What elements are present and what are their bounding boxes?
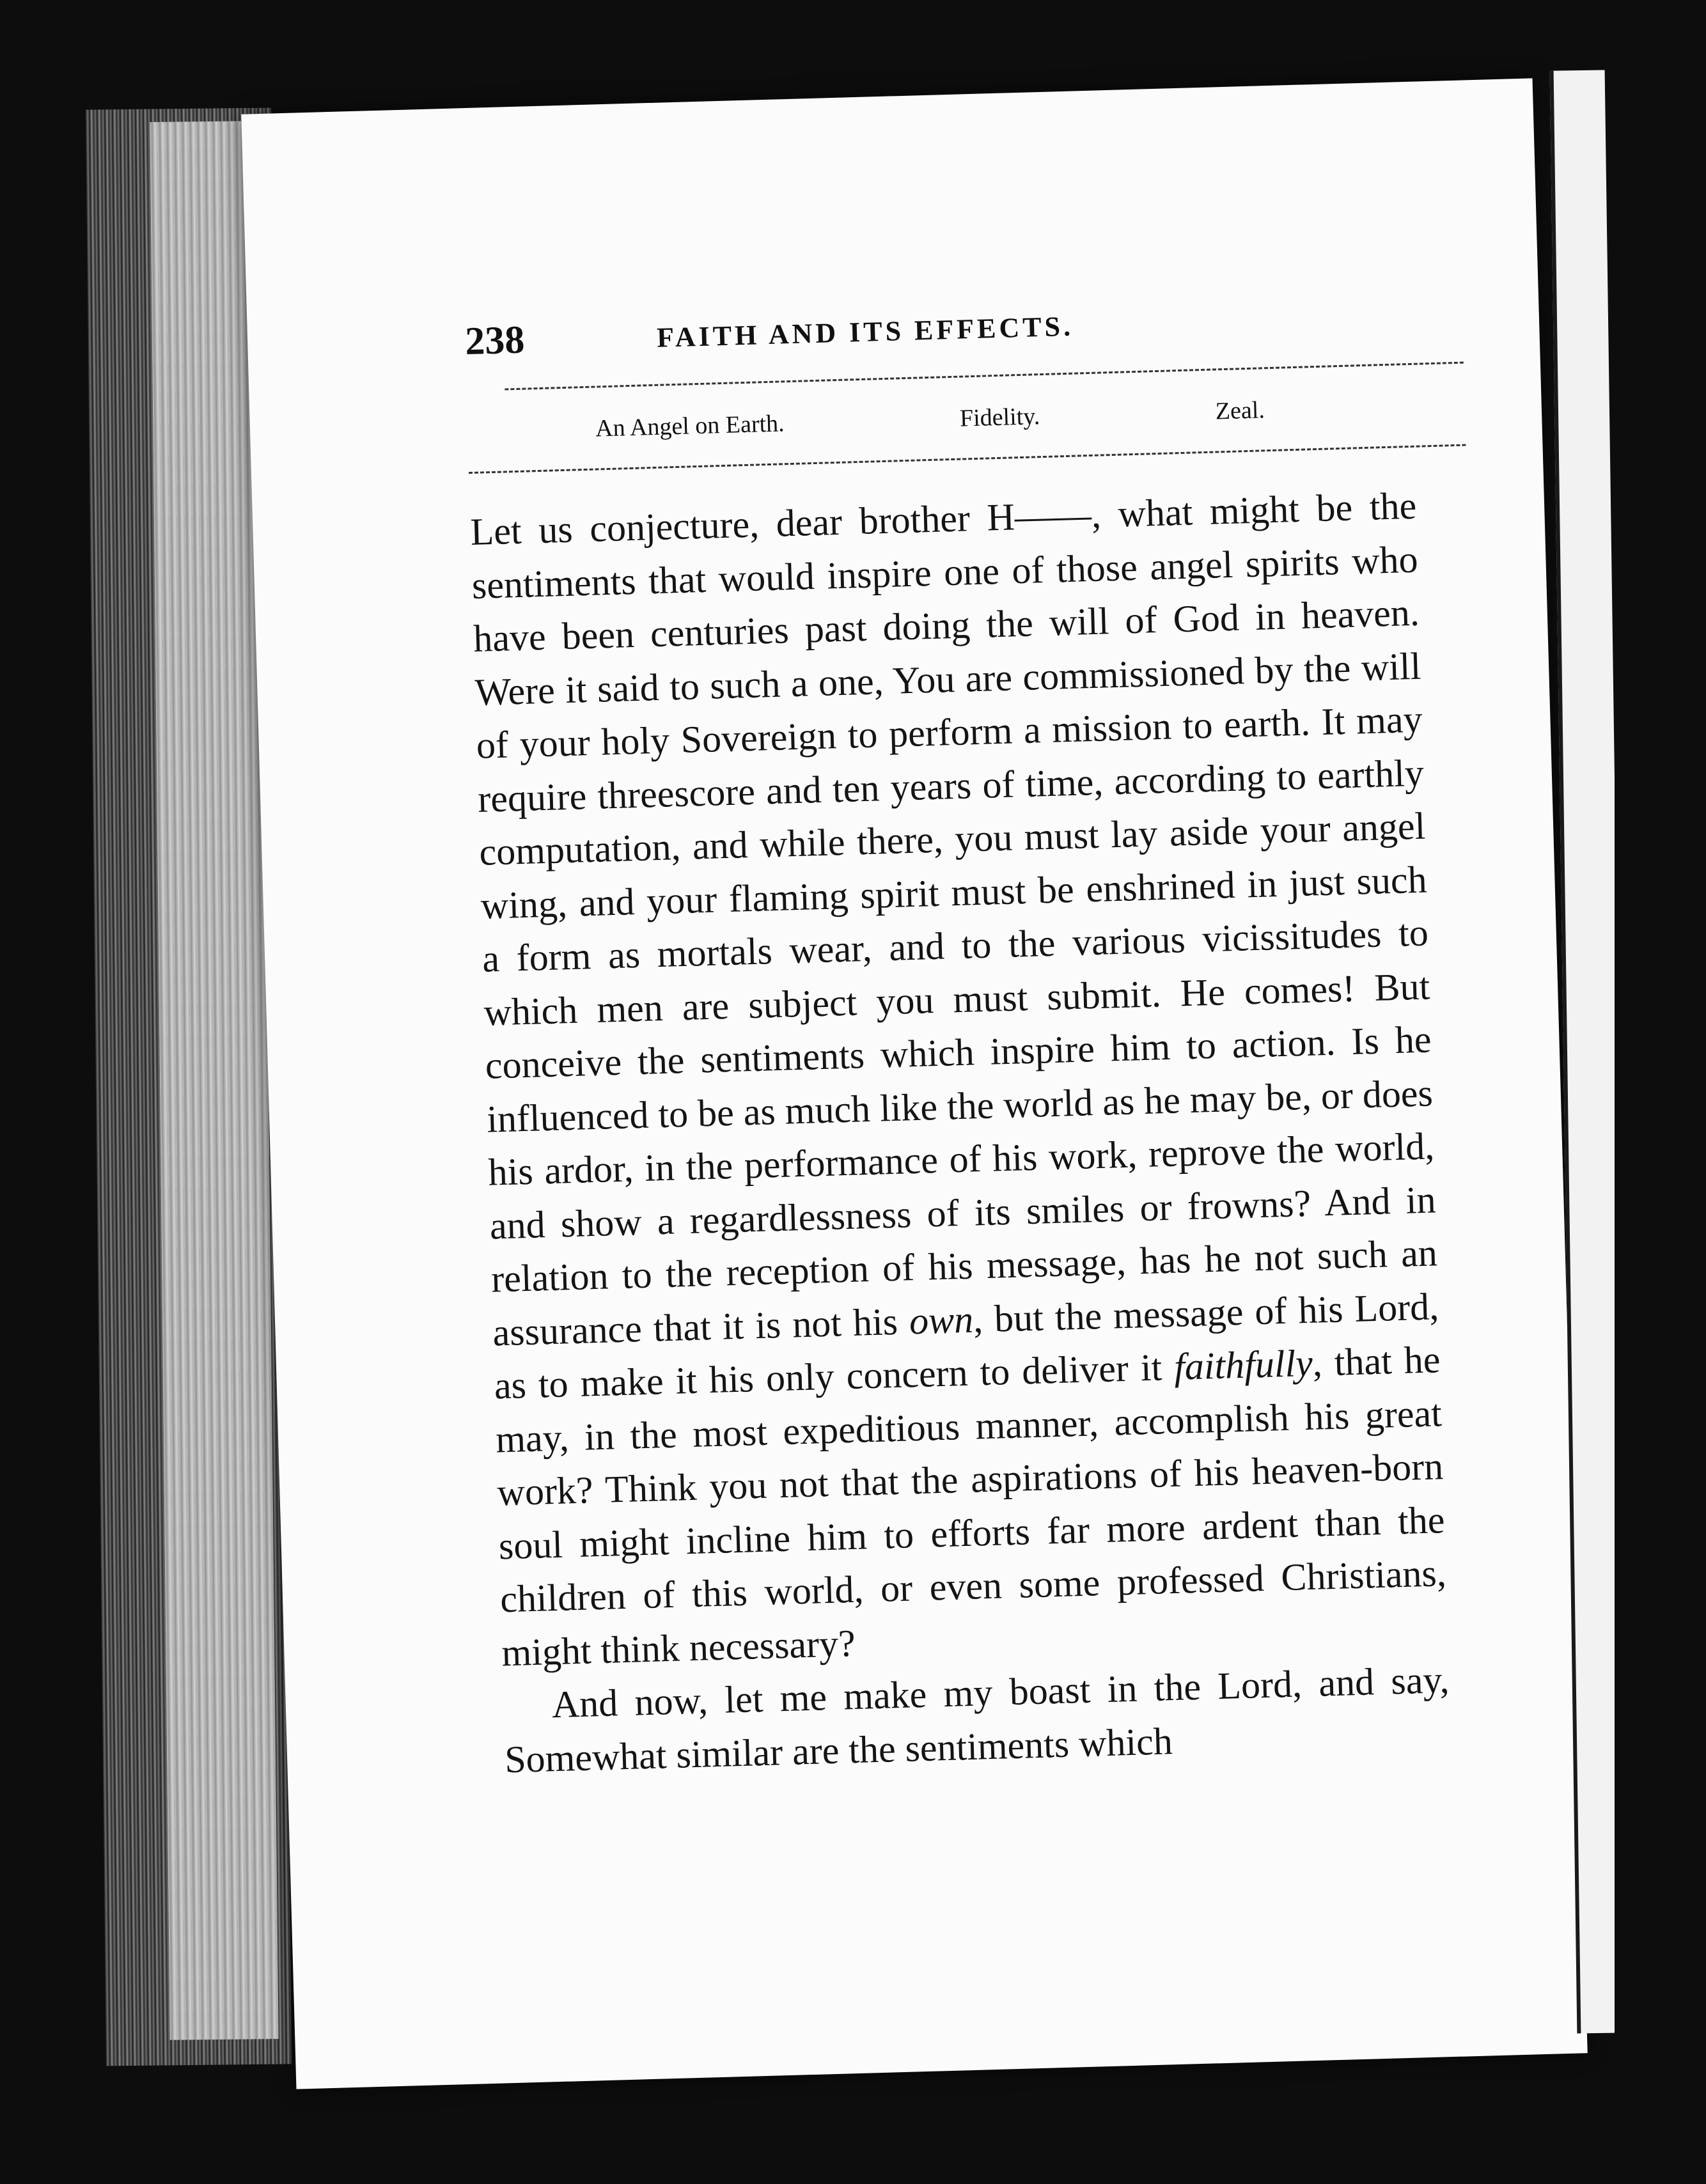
running-title: FAITH AND ITS EFFECTS. (656, 310, 1074, 354)
topic-fidelity: Fidelity. (959, 403, 1040, 432)
text-run: Let us conjecture, dear brother H——, what might be the sentiments that would inspire one of those angel spirits who have been centuries past doing the will of God in heaven. Were it said to such a one, You are commissioned by the will of your holy Sovereign to perform a mission to earth. It may require threescore and ten years of time, according to earthly computation, and while there, you must lay aside your angel wing, and your flaming spirit must be enshrined in just such a form as mortals wear, and to the various vicissitudes to which men are subject you must submit. He comes! But conceive the sentiments which inspire him to action. Is he influenced to be as much like the world as he may be, or does his ardor, in the performance of his work, reprove the world, and show a regardlessness of its smiles or frowns? And in relation to the reception of his message, has he not such an assurance that it is not his (469, 484, 1438, 1354)
paragraph-1 (469, 480, 1448, 1680)
topic-angel-on-earth: An Angel on Earth. (595, 410, 785, 442)
book-page (241, 78, 1587, 2089)
text-run-italic: faithfully (1173, 1341, 1313, 1388)
text-run: And now, let me make my boast in the Lord, and say, Somewhat similar are the sentiments which (504, 1658, 1450, 1781)
topic-zeal: Zeal. (1215, 396, 1265, 425)
page-number: 238 (464, 318, 526, 364)
text-run: , but the message of his Lord, as to make it his only concern to deliver it (494, 1284, 1439, 1407)
body-text (469, 480, 1451, 1787)
background-right (1615, 0, 1706, 2184)
page-content (464, 286, 1706, 1787)
text-run: , that he may, in the most expeditious manner, accomplish his great work? Think you not that the aspirations of his heaven-born soul might incline him to efforts far more ardent than the children of this world, or even some professed Christians, might think necessary? (495, 1338, 1447, 1674)
text-run-italic: own (909, 1298, 974, 1342)
